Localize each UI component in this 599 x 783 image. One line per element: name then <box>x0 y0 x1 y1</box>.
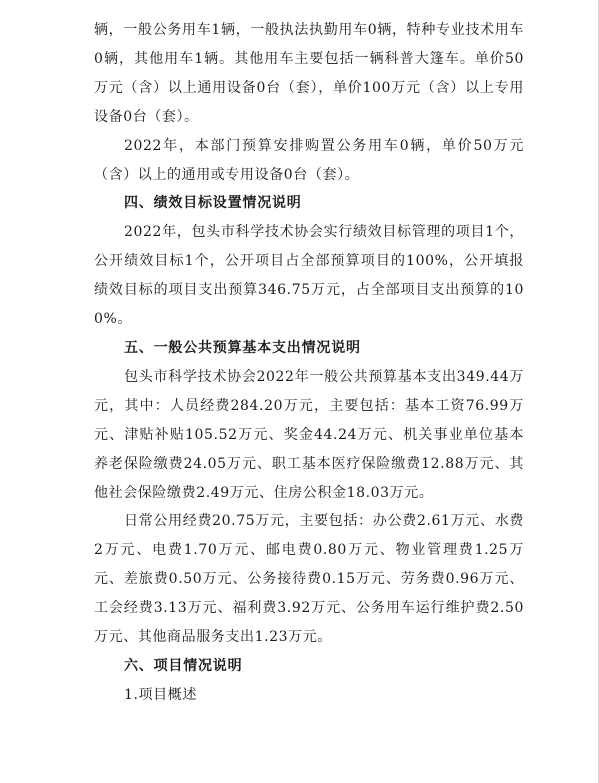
paragraph-public-expenses: 日常公用经费20.75万元，主要包括：办公费2.61万元、水费2万元、电费1.70万元、邮电费0.80万元、物业管理费1.25万元、差旅费0.50万元、公务接待费0.15万元、劳务费0.96万元、工会经费3.13万元、福利费3.92万元、公务用车运行维护费2.50万元、其他商品服务支出1.23万元。 <box>94 513 524 646</box>
section-heading-basic-expenditure: 五、一般公共预算基本支出情况说明 <box>124 339 361 356</box>
paragraph-purchase-plan: 2022年，本部门预算安排购置公务用车0辆，单价50万元（含）以上的通用或专用设备0台（套）。 <box>94 137 524 183</box>
paragraph-performance: 2022年，包头市科学技术协会实行绩效目标管理的项目1个，公开绩效目标1个，公开项目占全部预算项目的100%，公开填报绩效目标的项目支出预算346.75万元，占全部项目支出预算的100%。 <box>94 224 524 328</box>
section-heading-performance: 四、绩效目标设置情况说明 <box>124 195 302 212</box>
paragraph-vehicles-equipment: 辆，一般公务用车1辆，一般执法执勤用车0辆，特种专业技术用车0辆，其他用车1辆。其他用车主要包括一辆科普大篷车。单价50万元（含）以上通用设备0台（套），单价100万元（含）以上专用设备0台（套）。 <box>94 22 524 125</box>
subheading-project-overview: 1.项目概述 <box>124 686 197 703</box>
section-heading-projects: 六、项目情况说明 <box>124 657 243 674</box>
paragraph-personnel-expenses: 包头市科学技术协会2022年一般公共预算基本支出349.44万元，其中：人员经费284.20万元，主要包括：基本工资76.99万元、津贴补贴105.52万元、奖金44.24万元、机关事业单位基本养老保险缴费24.05万元、职工基本医疗保险缴费12.88万元、其他社会保险缴费2.49万元、住房公积金18.03万元。 <box>94 368 524 501</box>
document-body <box>94 16 524 710</box>
